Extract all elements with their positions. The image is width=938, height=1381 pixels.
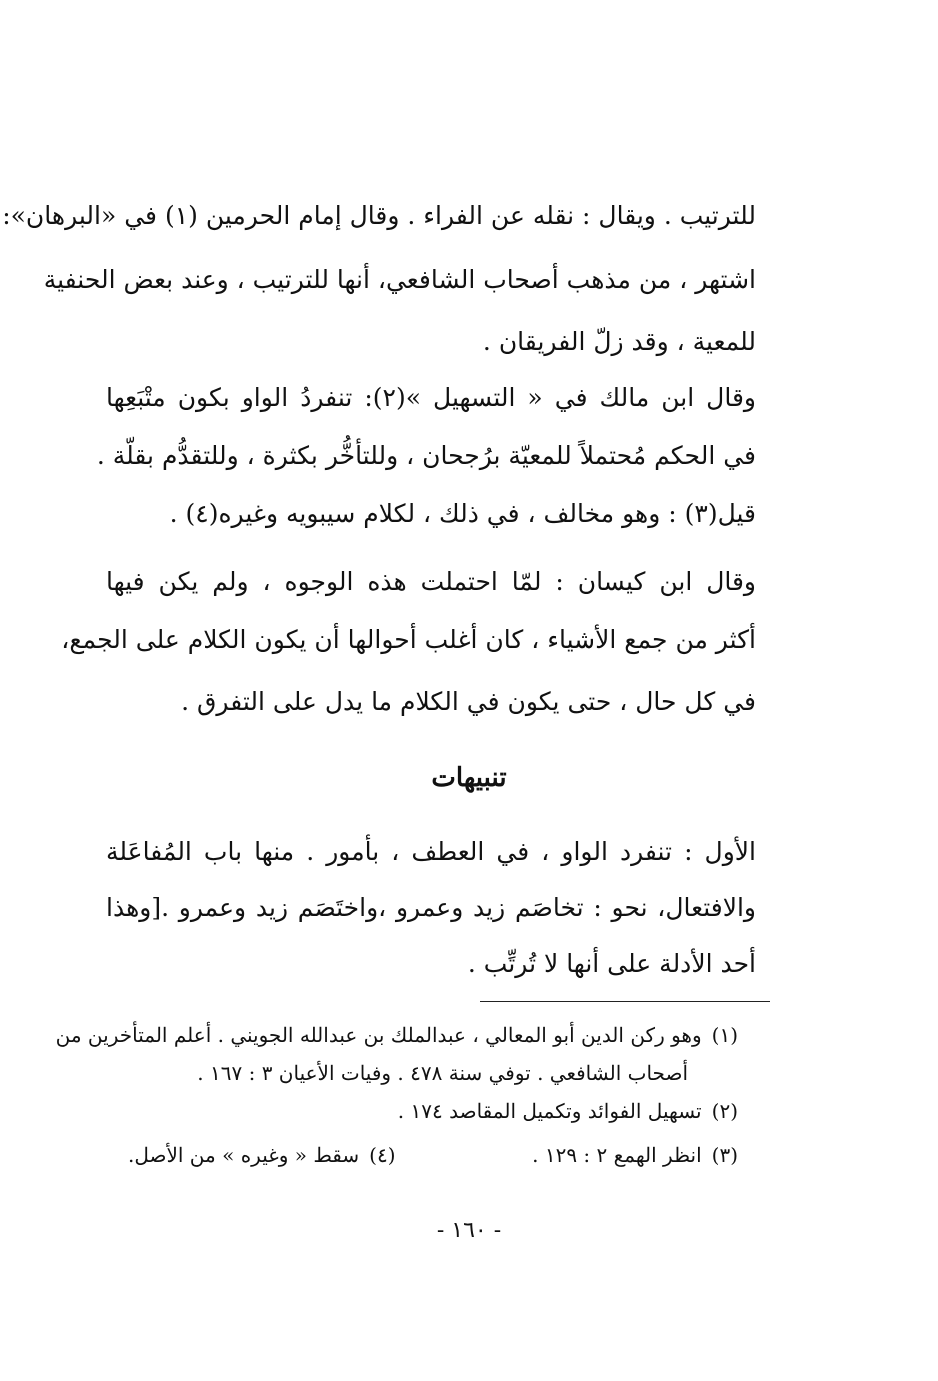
- section-heading: تنبيهات: [431, 763, 507, 793]
- text-line: للترتيب . ويقال : نقله عن الفراء . وقال إمام الحرمين (١) في «البرهان»:: [2, 201, 756, 230]
- footnote-text: تسهيل الفوائد وتكميل المقاصد ١٧٤ .: [397, 1099, 702, 1123]
- footnote-3: [532, 1138, 738, 1172]
- text-line: أكثر من جمع الأشياء ، كان أغلب أحوالها أن يكون الكلام على الجمع،: [61, 625, 756, 654]
- footnote-number: (٣): [711, 1143, 738, 1167]
- text-line: والافتعال، نحو : تخاصَم زيد وعمرو ،واختَصَم زيد وعمرو .[وهذا: [106, 893, 756, 922]
- footnote-2: [108, 1094, 738, 1128]
- footnote-number: (٤): [369, 1143, 396, 1167]
- footnote-1: [55, 1018, 738, 1052]
- text-line: الأول : تنفرد الواو ، في العطف ، بأمور . منها باب المُفاعَلة: [106, 837, 756, 866]
- text-line: في الحكم مُحتملاً للمعيّة برُجحان ، وللتأخُّر بكثرة ، وللتقدُّم بقلّة .: [96, 441, 756, 470]
- footnote-4: [128, 1138, 396, 1172]
- text-line: أحد الأدلة على أنها لا تُرتِّب .: [467, 949, 756, 978]
- footnote-number: (١): [711, 1023, 738, 1047]
- footnote-text: انظر الهمع ٢ : ١٢٩ .: [532, 1143, 702, 1167]
- text-line: قيل(٣) : وهو مخالف ، في ذلك ، لكلام سيبويه وغيره(٤) .: [169, 499, 756, 528]
- text-line: وقال ابن كيسان : لمّا احتملت هذه الوجوه ، ولم يكن فيها: [106, 567, 756, 596]
- footnote-1-continued: أصحاب الشافعي . توفي سنة ٤٧٨ . وفيات الأعيان ٣ : ١٦٧ .: [197, 1061, 688, 1085]
- footnote-3-4: [108, 1138, 738, 1172]
- footnote-text: وهو ركن الدين أبو المعالي ، عبدالملك بن عبدالله الجويني . أعلم المتأخرين من: [55, 1023, 702, 1047]
- text-line: للمعية ، وقد زلّ الفريقان .: [482, 327, 756, 356]
- text-line: وقال ابن مالك في « التسهيل »(٢): تنفردُ الواو بكون متْبَعِها: [106, 383, 756, 412]
- footnote-number: (٢): [711, 1099, 738, 1123]
- text-line: اشتهر ، من مذهب أصحاب الشافعي، أنها للترتيب ، وعند بعض الحنفية: [43, 265, 756, 294]
- text-line: في كل حال ، حتى يكون في الكلام ما يدل على التفرق .: [181, 687, 756, 716]
- footnote-separator: [480, 1001, 770, 1002]
- footnote-text: سقط « وغيره » من الأصل.: [128, 1143, 360, 1167]
- page-number: - ١٦٠ -: [436, 1218, 502, 1243]
